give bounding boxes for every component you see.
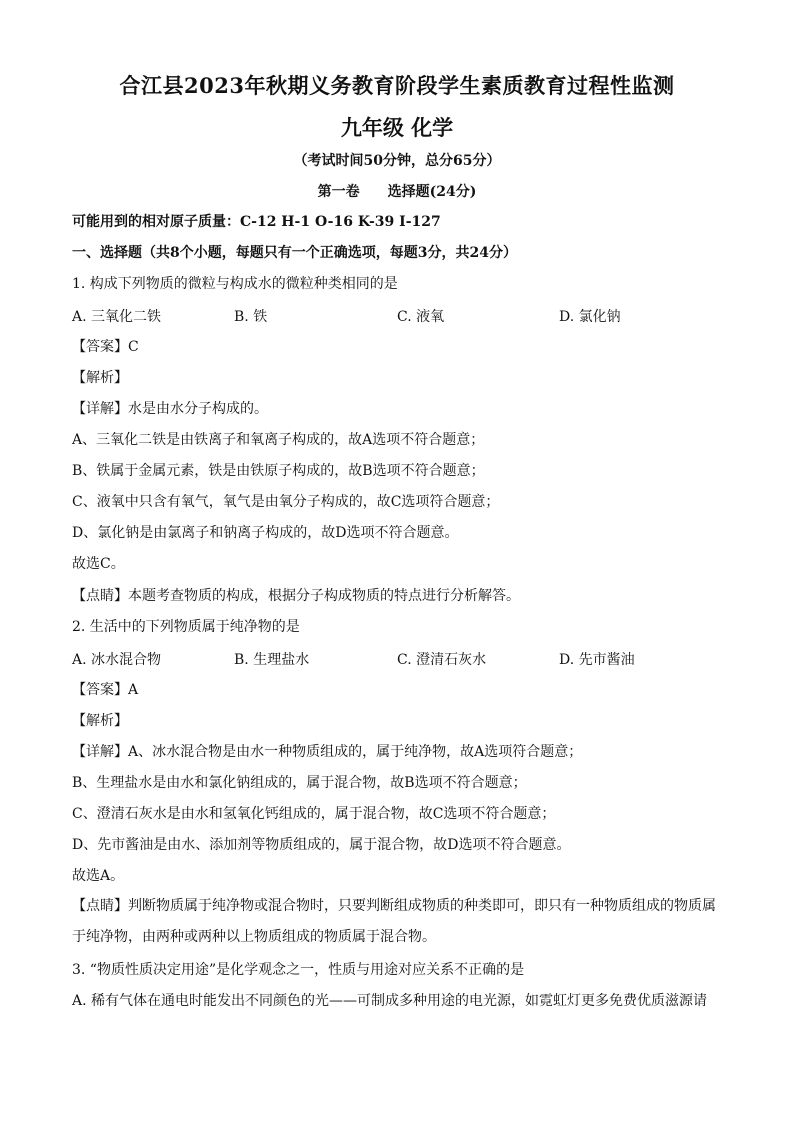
q2-answer: 【答案】A bbox=[72, 682, 139, 698]
q1-option-b: B. 铁 bbox=[234, 309, 268, 325]
q2-option-a: A. 冰水混合物 bbox=[72, 652, 162, 668]
q1-analysis: 【解析】 bbox=[72, 370, 128, 386]
q1-line-d: D、氯化钠是由氯离子和钠离子构成的，故D选项不符合题意。 bbox=[72, 525, 459, 541]
q2-option-c: C. 澄清石灰水 bbox=[397, 652, 487, 668]
q1-option-c: C. 液氧 bbox=[397, 309, 445, 325]
exam-subtitle: 九年级 化学 bbox=[340, 115, 454, 140]
q1-comment: 【点睛】本题考查物质的构成，根据分子构成物质的特点进行分析解答。 bbox=[72, 588, 520, 604]
q2-option-b: B. 生理盐水 bbox=[234, 652, 310, 668]
q2-detail: 【详解】A、冰水混合物是由水一种物质组成的，属于纯净物，故A选项符合题意； bbox=[72, 744, 583, 760]
q2-choose: 故选A。 bbox=[72, 868, 125, 884]
part-heading: 一、选择题（共8个小题，每题只有一个正确选项，每题3分，共24分） bbox=[72, 245, 517, 261]
exam-title: 合江县2023年秋期义务教育阶段学生素质教育过程性监测 bbox=[119, 73, 675, 98]
exam-info: （考试时间50分钟，总分65分） bbox=[293, 153, 501, 169]
q1-choose: 故选C。 bbox=[72, 556, 125, 572]
q2-stem: 2. 生活中的下列物质属于纯净物的是 bbox=[72, 619, 300, 635]
atomic-mass-note: 可能用到的相对原子质量：C-12 H-1 O-16 K-39 I-127 bbox=[72, 214, 441, 230]
q1-detail: 【详解】水是由水分子构成的。 bbox=[72, 401, 268, 417]
q3-option-a: A. 稀有气体在通电时能发出不同颜色的光——可制成多种用途的电光源，如霓虹灯更多免费优质滋源请 bbox=[72, 993, 708, 1009]
q1-answer: 【答案】C bbox=[72, 339, 139, 355]
q2-options bbox=[72, 649, 722, 669]
q2-option-d: D. 先市酱油 bbox=[559, 652, 635, 668]
q2-analysis: 【解析】 bbox=[72, 713, 128, 729]
q2-line-d: D、先市酱油是由水、添加剂等物质组成的，属于混合物，故D选项不符合题意。 bbox=[72, 837, 571, 853]
q1-line-c: C、液氧中只含有氧气，氧气是由氧分子构成的，故C选项符合题意； bbox=[72, 494, 500, 510]
q1-line-b: B、铁属于金属元素，铁是由铁原子构成的，故B选项不符合题意； bbox=[72, 463, 485, 479]
q2-comment: 【点睛】判断物质属于纯净物或混合物时，只要判断组成物质的种类即可，即只有一种物质组成的物质属于纯净物，由两种或两种以上物质组成的物质属于混合物。 bbox=[72, 898, 716, 945]
q1-option-a: A. 三氧化二铁 bbox=[72, 309, 162, 325]
q3-stem: 3. “物质性质决定用途”是化学观念之一，性质与用途对应关系不正确的是 bbox=[72, 962, 525, 978]
q2-line-b: B、生理盐水是由水和氯化钠组成的，属于混合物，故B选项不符合题意； bbox=[72, 775, 527, 791]
q1-options bbox=[72, 306, 722, 326]
q1-line-a: A、三氧化二铁是由铁离子和氧离子构成的，故A选项不符合题意； bbox=[72, 432, 485, 448]
q1-option-d: D. 氯化钠 bbox=[559, 309, 621, 325]
q2-line-c: C、澄清石灰水是由水和氢氧化钙组成的，属于混合物，故C选项不符合题意； bbox=[72, 806, 556, 822]
section-heading: 第一卷 选择题(24分) bbox=[317, 184, 477, 200]
q1-stem: 1. 构成下列物质的微粒与构成水的微粒种类相同的是 bbox=[72, 276, 398, 292]
